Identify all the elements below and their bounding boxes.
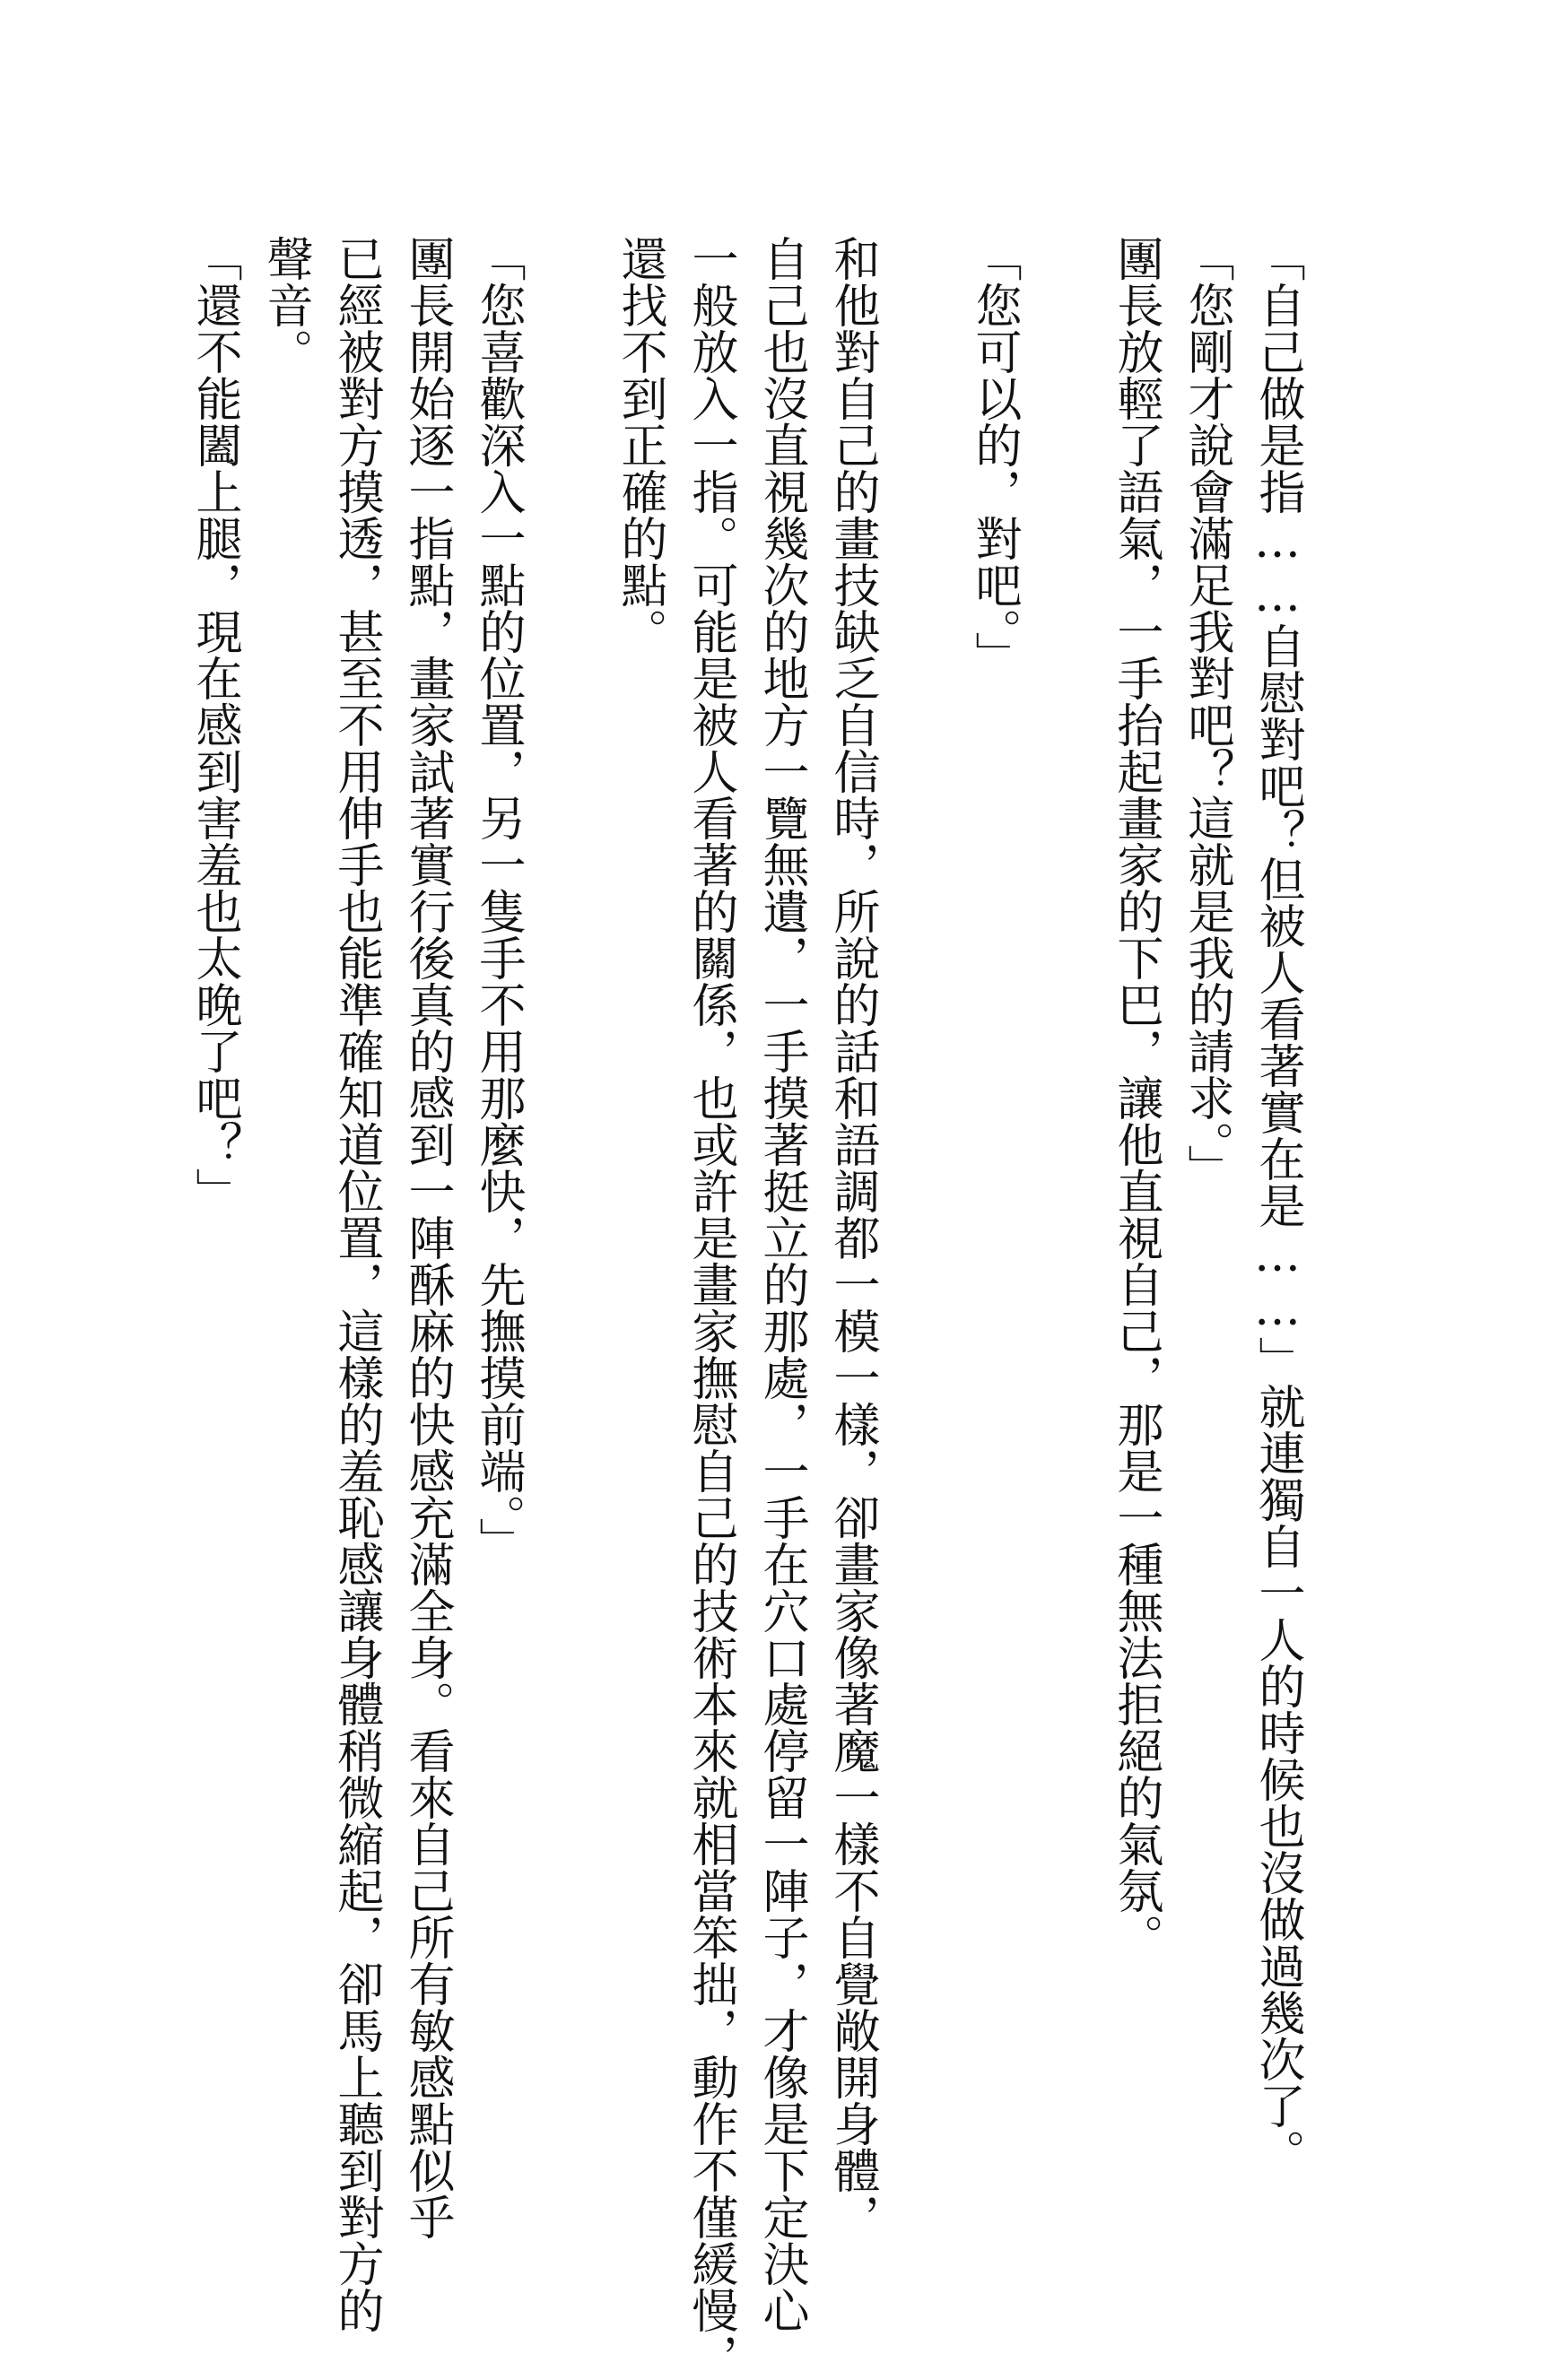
text-line: 和他對自己的畫技缺乏自信時，所說的話和語調都一模一樣，卻畫家像著魔一樣不自覺敞開身體，	[825, 235, 879, 2240]
paragraph-gap	[533, 235, 604, 2046]
paragraph-gap	[887, 235, 958, 2046]
text-line: 聲音。	[258, 235, 312, 375]
text-line: 「還不能闔上腿，現在感到害羞也太晚了吧？」	[187, 235, 241, 1214]
text-line: 已經被對方摸透，甚至不用伸手也能準確知道位置，這樣的羞恥感讓身體稍微縮起，卻馬上聽到對方的	[329, 235, 383, 2333]
text-line: 團長放輕了語氣，一手抬起畫家的下巴，讓他直視自己，那是一種無法拒絕的氣氛。	[1109, 235, 1163, 1960]
text-line: 「您喜歡深入一點的位置，另一隻手不用那麼快，先撫摸前端。」	[471, 235, 525, 1564]
paragraph-gap	[1029, 235, 1100, 2046]
text-line: 還找不到正確的點。	[613, 235, 666, 655]
text-line: 一般放入一指。可能是被人看著的關係，也或許是畫家撫慰自己的技術本來就相當笨拙，動作不僅緩慢，	[684, 235, 737, 2380]
text-line: 「自己做是指……自慰對吧？但被人看著實在是……」就連獨自一人的時候也沒做過幾次了。	[1250, 235, 1304, 2176]
text-line: 自己也沒直視幾次的地方一覽無遺，一手摸著挺立的那處，一手在穴口處停留一陣子，才像是下定決心	[754, 235, 808, 2333]
text-line: 「您剛才說會滿足我對吧？這就是我的請求。」	[1180, 235, 1233, 1191]
vertical-text-body	[179, 235, 1312, 2380]
text-line: 團長開始逐一指點，畫家試著實行後真的感到一陣酥麻的快感充滿全身。看來自己所有敏感點似乎	[400, 235, 454, 2240]
text-line: 「您可以的，對吧。」	[967, 235, 1021, 678]
